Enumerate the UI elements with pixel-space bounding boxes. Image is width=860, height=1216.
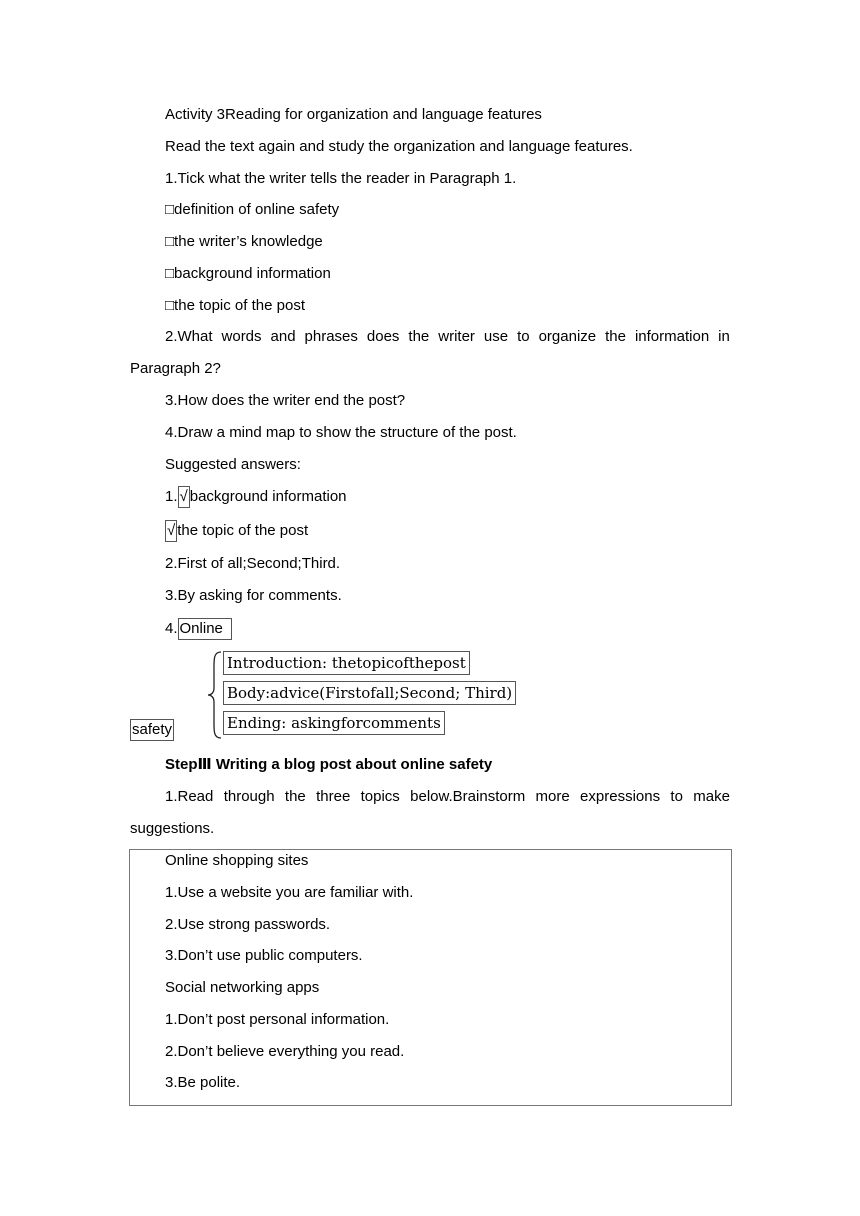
- word: does: [366, 328, 400, 345]
- word: through: [223, 788, 275, 805]
- option-topic: □the topic of the post: [165, 297, 305, 314]
- word: 2.What: [165, 328, 213, 345]
- answer-1-text-2: the topic of the post: [177, 522, 309, 539]
- question-4: 4.Draw a mind map to show the structure of the post.: [165, 424, 517, 441]
- activity-instruction: Read the text again and study the organization and language features.: [165, 138, 633, 155]
- word: make: [693, 788, 730, 805]
- step-3-question-line-1: [165, 787, 730, 807]
- answer-1-line-2: [165, 520, 308, 542]
- answer-4: [165, 618, 232, 640]
- answer-1-text: background information: [189, 488, 347, 505]
- word: writer: [438, 328, 475, 345]
- word: below.Brainstorm: [410, 788, 526, 805]
- table-section-2-item: 2.Don’t believe everything you read.: [165, 1043, 405, 1060]
- table-section-1-item: 2.Use strong passwords.: [165, 916, 331, 933]
- mind-map: [205, 650, 525, 740]
- table-section-1-item: 3.Don’t use public computers.: [165, 947, 363, 964]
- question-3: 3.How does the writer end the post?: [165, 392, 406, 409]
- table-section-2-item: 3.Be polite.: [165, 1074, 241, 1091]
- word: the: [284, 788, 306, 805]
- table-section-2-item: 1.Don’t post personal information.: [165, 1011, 390, 1028]
- answer-3: 3.By asking for comments.: [165, 587, 342, 604]
- tick-mark: √: [178, 486, 190, 508]
- question-2-line-1: [165, 327, 730, 347]
- word: to: [670, 788, 683, 805]
- word: three: [316, 788, 351, 805]
- word: expressions: [580, 788, 661, 805]
- activity-title: Activity 3Reading for organization and language features: [165, 106, 542, 123]
- mind-map-root-safety: safety: [130, 719, 174, 741]
- option-definition: □definition of online safety: [165, 201, 340, 218]
- option-knowledge: □the writer’s knowledge: [165, 233, 323, 250]
- option-background: □background information: [165, 265, 331, 282]
- word: the: [605, 328, 626, 345]
- word: 1.Read: [165, 788, 214, 805]
- answer-1-line-1: [165, 486, 347, 508]
- brace-icon: [205, 650, 225, 740]
- tick-mark: √: [165, 520, 177, 542]
- word: organize: [538, 328, 597, 345]
- word: topics: [360, 788, 400, 805]
- step-3-question-line-2: suggestions.: [130, 820, 215, 837]
- table-section-2-title: Social networking apps: [165, 979, 320, 996]
- mind-map-root-online: Online: [178, 618, 232, 640]
- mind-map-body: Body:advice(Firstofall;Second; Third): [223, 681, 516, 705]
- word: more: [535, 788, 570, 805]
- answer-4-prefix: 4.: [165, 620, 178, 637]
- answer-2: 2.First of all;Second;Third.: [165, 555, 341, 572]
- word: to: [517, 328, 530, 345]
- word: the: [408, 328, 430, 345]
- answer-1-prefix: 1.: [165, 488, 178, 505]
- question-1: 1.Tick what the writer tells the reader in Paragraph 1.: [165, 170, 517, 187]
- step-3-title: StepⅢ Writing a blog post about online safety: [165, 756, 493, 773]
- table-section-1-item: 1.Use a website you are familiar with.: [165, 884, 414, 901]
- word: information: [634, 328, 710, 345]
- question-2-line-2: Paragraph 2?: [130, 360, 221, 377]
- mind-map-ending: Ending: askingforcomments: [223, 711, 445, 735]
- word: use: [483, 328, 509, 345]
- word: phrases: [304, 328, 358, 345]
- word: in: [718, 328, 730, 345]
- answers-heading: Suggested answers:: [165, 456, 301, 473]
- mind-map-introduction: Introduction: thetopicofthepost: [223, 651, 470, 675]
- word: words: [221, 328, 262, 345]
- table-section-1-title: Online shopping sites: [165, 852, 309, 869]
- word: and: [270, 328, 296, 345]
